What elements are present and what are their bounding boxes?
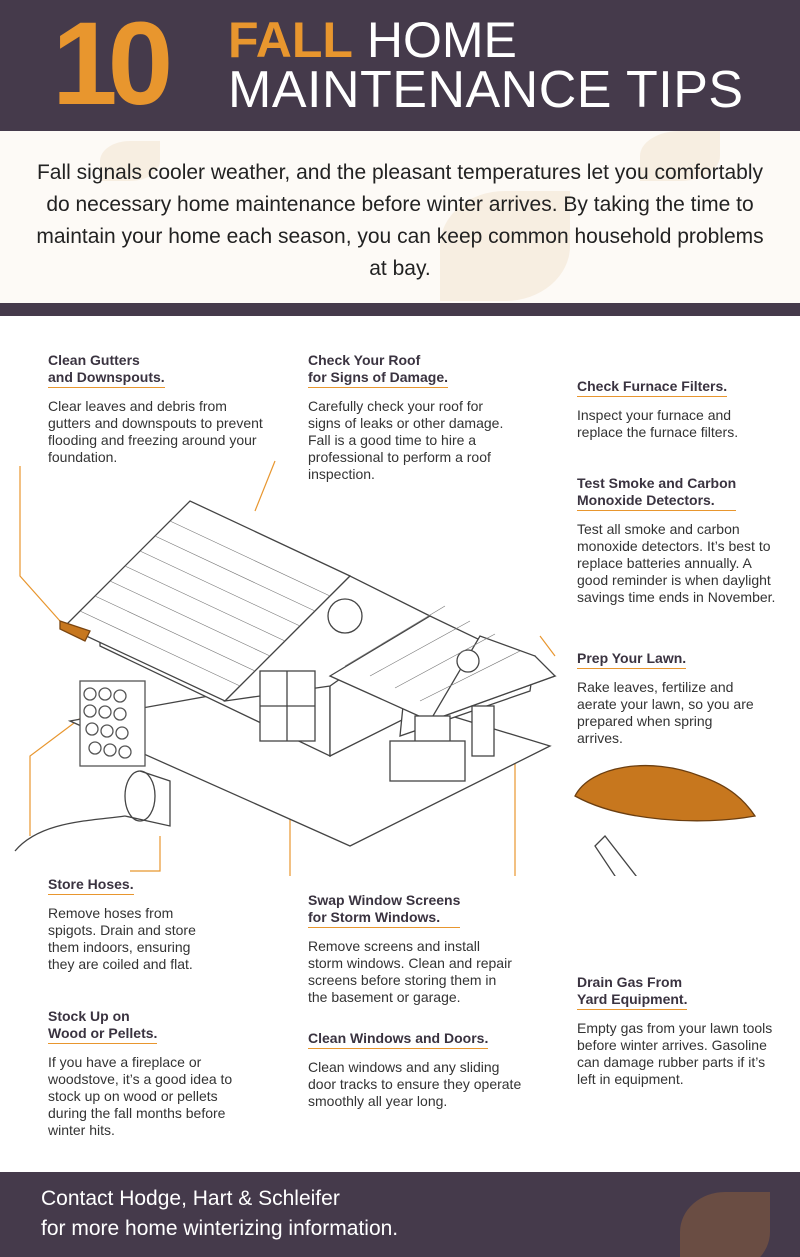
header-banner	[0, 0, 800, 131]
tip-body: Remove screens and install storm windows. Clean and repair screens before storing them in the basement or garage.	[308, 938, 512, 1005]
tip-stock-wood	[48, 1008, 233, 1139]
tip-storm-windows	[308, 892, 513, 1006]
divider-bar	[0, 303, 800, 316]
leaf-decoration	[680, 1192, 770, 1257]
tip-body: Test all smoke and carbon monoxide detectors. It’s best to replace batteries annually. A good reminder is when daylight savings time ends in November.	[577, 521, 776, 605]
intro-text: Fall signals cooler weather, and the pleasant temperatures let you comfortably do necessary home maintenance before winter arrives. By taking the time to maintain your home each season, you can keep common household problems at bay.	[36, 161, 764, 280]
leaf-pile	[575, 766, 755, 821]
tip-title: Drain Gas From Yard Equipment.	[577, 974, 687, 1010]
tip-body: If you have a fireplace or woodstove, it’s a good idea to stock up on wood or pellets during the fall months before winter hits.	[48, 1054, 233, 1138]
tip-title: Check Furnace Filters.	[577, 378, 727, 397]
tip-title: Check Your Roof for Signs of Damage.	[308, 352, 448, 388]
lawn-mower	[595, 836, 710, 876]
tip-furnace-filters	[577, 378, 767, 441]
title-accent: FALL	[228, 12, 353, 68]
tip-title: Stock Up on Wood or Pellets.	[48, 1008, 157, 1044]
tip-title: Clean Gutters and Downspouts.	[48, 352, 165, 388]
title-line-2: MAINTENANCE TIPS	[228, 61, 744, 119]
footer-banner	[0, 1172, 800, 1257]
tip-clean-gutters	[48, 352, 263, 466]
footer-line-1: Contact Hodge, Hart & Schleifer	[41, 1187, 340, 1210]
tip-smoke-detectors	[577, 475, 777, 606]
tip-title: Swap Window Screens for Storm Windows.	[308, 892, 460, 928]
tip-title: Test Smoke and Carbon Monoxide Detectors.	[577, 475, 736, 511]
tip-title: Store Hoses.	[48, 876, 134, 895]
tip-body: Remove hoses from spigots. Drain and store them indoors, ensuring they are coiled and flat.	[48, 905, 196, 972]
tip-title: Prep Your Lawn.	[577, 650, 686, 669]
footer-line-2: for more home winterizing information.	[41, 1217, 399, 1240]
hose-reel	[15, 771, 170, 851]
title-rest: HOME	[366, 12, 517, 68]
tip-body: Inspect your furnace and replace the furnace filters.	[577, 407, 739, 440]
tip-check-roof	[308, 352, 508, 483]
tip-body: Carefully check your roof for signs of leaks or other damage. Fall is a good time to hire a professional to perform a roof inspection.	[308, 398, 504, 482]
tip-store-hoses	[48, 876, 213, 973]
tip-drain-gas	[577, 974, 782, 1088]
tip-body: Clean windows and any sliding door tracks to ensure they operate smoothly all year long.	[308, 1059, 522, 1109]
tip-body: Rake leaves, fertilize and aerate your lawn, so you are prepared when spring arrives.	[577, 679, 754, 746]
title-number: 10	[52, 0, 164, 130]
tip-body: Clear leaves and debris from gutters and downspouts to prevent flooding and freezing around your foundation.	[48, 398, 263, 465]
tip-prep-lawn	[577, 650, 757, 747]
tip-body: Empty gas from your lawn tools before winter arrives. Gasoline can damage rubber parts if it’s left in equipment.	[577, 1020, 773, 1087]
tip-title: Clean Windows and Doors.	[308, 1030, 488, 1049]
woodpile	[80, 681, 145, 766]
tip-clean-windows	[308, 1030, 523, 1110]
title-line-1	[228, 14, 517, 66]
intro-section	[0, 131, 800, 303]
